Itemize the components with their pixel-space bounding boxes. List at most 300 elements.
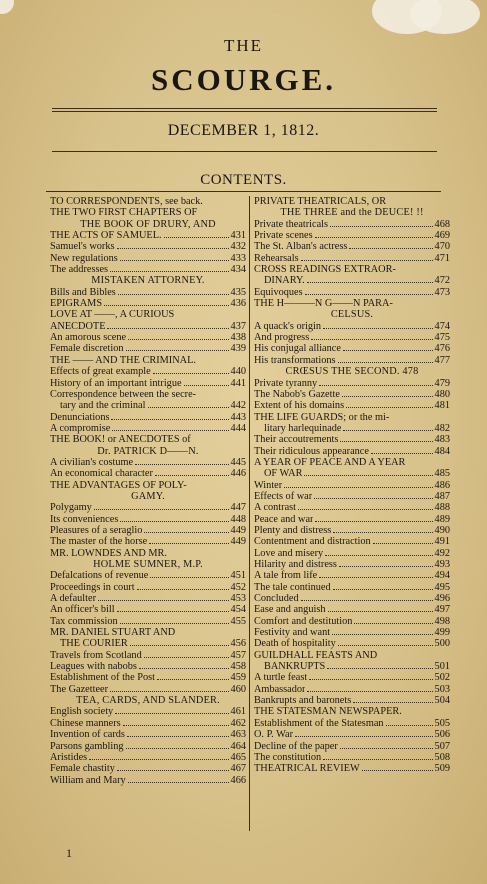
entry-title: Effects of great example (50, 366, 151, 378)
page-number: 439 (230, 343, 246, 355)
dot-leader (123, 725, 229, 726)
page-number: 507 (434, 740, 450, 752)
entry-title: Concluded (254, 593, 299, 605)
section-title-line: MR. LOWNDES AND MR. (50, 547, 167, 559)
section-title-line: A YEAR OF PEACE AND A YEAR (254, 456, 406, 468)
contents-entry (254, 729, 450, 740)
dot-leader (117, 248, 229, 249)
contents-entry (254, 616, 450, 627)
page-number: 500 (434, 638, 450, 650)
contents-entry (50, 230, 246, 241)
dot-leader (126, 350, 229, 351)
dot-leader (307, 691, 432, 692)
contents-entry (254, 241, 450, 252)
page-number: 487 (434, 490, 450, 502)
section-heading: CELSUS. (330, 309, 374, 321)
contents-entry (50, 525, 246, 536)
dot-leader (311, 339, 432, 340)
dot-leader (120, 260, 229, 261)
section-heading: HOLME SUMNER, M.P. (93, 559, 203, 570)
entry-title: litary harlequinade (264, 422, 342, 434)
entry-title: THE ACTS OF SAMUEL. (50, 230, 162, 242)
dot-leader (386, 725, 433, 726)
entry-title: ANECDOTE (50, 320, 106, 332)
contents-entry (254, 672, 450, 683)
dot-leader (338, 362, 433, 363)
dot-leader (353, 702, 432, 703)
page-number: 499 (434, 627, 450, 639)
contents-entry (254, 536, 450, 547)
contents-entry (254, 661, 450, 672)
entry-title: Ambassador (254, 683, 306, 695)
contents-entry (254, 321, 450, 332)
contents-entry (50, 321, 246, 332)
page-number: 456 (230, 638, 246, 650)
paper-stain (0, 0, 14, 14)
entry-title: Festivity and want (254, 627, 331, 639)
dot-leader (315, 237, 433, 238)
page-number: 495 (434, 581, 450, 593)
entry-title: OF WAR (264, 468, 303, 480)
page-number: 468 (434, 218, 450, 230)
dot-leader (164, 237, 229, 238)
entry-title: Bankrupts and baronets (254, 695, 352, 707)
dot-leader (98, 600, 229, 601)
entry-title: The St. Alban's actress (254, 241, 348, 253)
contents-entry (254, 480, 450, 491)
entry-title: His transformations (254, 354, 336, 366)
page-number: 506 (434, 729, 450, 741)
page-number: 465 (230, 751, 246, 763)
contents-entry (50, 343, 246, 354)
dot-leader (327, 668, 432, 669)
entry-title: Aristides (50, 751, 88, 763)
entry-title: English society (50, 706, 114, 718)
contents-entry (254, 332, 450, 343)
section-title-line: Correspondence between the secre- (50, 388, 197, 400)
entry-title: Effects of war (254, 490, 313, 502)
contents-entry (50, 775, 246, 786)
page-number: 504 (434, 695, 450, 707)
page-number: 432 (230, 241, 246, 253)
contents-entry (50, 423, 246, 434)
entry-title: THE COURIER (60, 638, 128, 650)
entry-title: Polygamy (50, 502, 92, 514)
entry-title: Hilarity and distress (254, 559, 337, 570)
contents-entry (50, 400, 246, 411)
dot-leader (349, 248, 432, 249)
page-number: 467 (230, 763, 246, 775)
contents-rule (46, 191, 441, 192)
entry-title: A defaulter (50, 593, 97, 605)
contents-entry (50, 650, 246, 661)
contents-entry (50, 741, 246, 752)
contents-entry (50, 366, 246, 377)
dot-leader (333, 532, 432, 533)
dot-leader (157, 679, 229, 680)
entry-title: A civilian's costume (50, 456, 134, 468)
contents-entry (254, 378, 450, 389)
entry-title: Private tyranny (254, 377, 318, 389)
page-number: 473 (434, 286, 450, 298)
page-number: 479 (434, 377, 450, 389)
contents-entry (50, 514, 246, 525)
page-number: 434 (230, 264, 246, 276)
contents-entry (254, 502, 450, 513)
contents-entry (254, 514, 450, 525)
entry-title: Proceedings in court (50, 581, 135, 593)
page-number: 440 (230, 366, 246, 378)
section-title-line: THE LIFE GUARDS; or the mi- (254, 411, 390, 423)
dot-leader (315, 521, 432, 522)
entry-title: Plenty and distress (254, 524, 332, 536)
section-heading: THE BOOK OF DRURY, AND (80, 218, 216, 230)
page-number: 477 (434, 354, 450, 366)
entry-title: History of an important intrigue (50, 377, 182, 389)
contents-entry (254, 548, 450, 559)
dot-leader (339, 566, 433, 567)
page-number: 470 (434, 241, 450, 253)
contents-entry (254, 604, 450, 615)
contents-entry (254, 763, 450, 774)
dot-leader (139, 668, 229, 669)
dot-leader (323, 759, 432, 760)
contents-entry (254, 752, 450, 763)
contents-entry (254, 718, 450, 729)
dot-leader (112, 430, 228, 431)
page-number: 481 (434, 400, 450, 412)
section-heading: TEA, CARDS, AND SLANDER. (76, 695, 220, 707)
dot-leader (130, 645, 229, 646)
dot-leader (144, 657, 229, 658)
page-number: 484 (434, 445, 450, 457)
entry-title: Chinese manners (50, 717, 121, 729)
section-heading: GAMY. (131, 490, 165, 502)
page-number: 480 (434, 388, 450, 400)
page-number: 447 (230, 502, 246, 514)
page-number: 437 (230, 320, 246, 332)
entry-title: William and Mary (50, 774, 126, 786)
page-number: 474 (434, 320, 450, 332)
entry-title: Leagues with nabobs (50, 661, 137, 673)
contents-entry (50, 468, 246, 479)
entry-title: Its conveniences (50, 513, 119, 525)
entry-title: Bills and Bibles (50, 286, 116, 298)
entry-title: Equivoques (254, 286, 303, 298)
contents-entry (254, 582, 450, 593)
page-number: 433 (230, 252, 246, 264)
entry-title: Denunciations (50, 411, 110, 423)
contents-entry (50, 718, 246, 729)
page-number: 460 (230, 683, 246, 695)
contents-entry (50, 570, 246, 581)
dot-leader (107, 328, 228, 329)
contents-entry (50, 241, 246, 252)
dot-leader (340, 748, 433, 749)
page-number: 444 (230, 422, 246, 434)
dot-leader (319, 577, 432, 578)
page-number: 452 (230, 581, 246, 593)
header-rule (52, 111, 437, 112)
dot-leader (184, 385, 229, 386)
dot-leader (120, 521, 228, 522)
issue-date: DECEMBER 1, 1812. (167, 122, 320, 139)
entry-title: DINARY. (264, 275, 305, 287)
contents-entry (254, 559, 450, 570)
section-title-line: GUILDHALL FEASTS AND (254, 649, 378, 661)
dot-leader (305, 294, 433, 295)
page-number: 496 (434, 593, 450, 605)
dot-leader (128, 782, 229, 783)
contents-entry (50, 264, 246, 275)
dot-leader (94, 509, 229, 510)
dot-leader (135, 464, 228, 465)
entry-title: And progress (254, 332, 310, 344)
contents-entry (254, 253, 450, 264)
dot-leader (120, 623, 229, 624)
masthead-title: SCOURGE. (150, 62, 337, 97)
contents-entry (50, 763, 246, 774)
dot-leader (354, 623, 432, 624)
page-number: 463 (230, 729, 246, 741)
page-number: 442 (230, 400, 246, 412)
page-number: 443 (230, 411, 246, 423)
dot-leader (284, 487, 432, 488)
contents-entry (254, 230, 450, 241)
dot-leader (110, 271, 229, 272)
dot-leader (332, 634, 432, 635)
contents-right-column (254, 196, 450, 775)
footer-mark: 1 (66, 846, 72, 860)
contents-entry (254, 684, 450, 695)
contents-entry (50, 582, 246, 593)
page-number: 494 (434, 570, 450, 582)
contents-entry (254, 446, 450, 457)
entry-title: Invention of cards (50, 729, 125, 741)
section-title-line: TO CORRESPONDENTS, see back. (50, 196, 203, 207)
entry-title: A compromise (50, 422, 111, 434)
entry-title: Parsons gambling (50, 740, 124, 752)
entry-title: An amorous scene (50, 332, 127, 344)
contents-entry (254, 219, 450, 230)
dot-leader (104, 305, 228, 306)
entry-title: New regulations (50, 252, 118, 264)
page-number: 488 (434, 502, 450, 514)
page-number: 455 (230, 615, 246, 627)
dot-leader (340, 441, 432, 442)
section-title-line: THE ADVANTAGES OF POLY- (50, 479, 187, 491)
dot-leader (128, 339, 228, 340)
contents-entry (50, 616, 246, 627)
dot-leader (148, 407, 229, 408)
dot-leader (295, 736, 433, 737)
dot-leader (338, 645, 433, 646)
contents-entry (50, 672, 246, 683)
entry-title: Their ridiculous appearance (254, 445, 369, 457)
page-number: 491 (434, 536, 450, 548)
contents-entry (50, 593, 246, 604)
page-number: 498 (434, 615, 450, 627)
contents-entry (254, 695, 450, 706)
contents-entry (254, 570, 450, 581)
dot-leader (89, 759, 228, 760)
page-number: 489 (434, 513, 450, 525)
contents-entry (50, 706, 246, 717)
page-number: 454 (230, 604, 246, 616)
contents-entry (50, 412, 246, 423)
dot-leader (111, 419, 228, 420)
entry-title: THEATRICAL REVIEW (254, 763, 360, 775)
contents-left-column (50, 196, 246, 786)
section-title-line: THE TWO FIRST CHAPTERS OF (50, 207, 198, 219)
header-rule (52, 108, 437, 109)
contents-entry (50, 502, 246, 513)
entry-title: Private scenes (254, 230, 313, 242)
page-number: 497 (434, 604, 450, 616)
header-rule (52, 151, 437, 152)
page-number: 509 (434, 763, 450, 775)
contents-entry (254, 287, 450, 298)
contents-entry (254, 468, 450, 479)
entry-title: A quack's origin (254, 320, 322, 332)
page-number: 453 (230, 593, 246, 605)
contents-entry (254, 434, 450, 445)
entry-title: Comfort and destitution (254, 615, 353, 627)
contents-entry (50, 536, 246, 547)
page-number: 505 (434, 717, 450, 729)
contents-entry (50, 378, 246, 389)
entry-title: Establishment of the Statesman (254, 717, 384, 729)
contents-entry (50, 661, 246, 672)
page-number: 448 (230, 513, 246, 525)
page-number: 436 (230, 298, 246, 310)
page-number: 492 (434, 547, 450, 559)
entry-title: Their accoutrements (254, 434, 339, 446)
entry-title: EPIGRAMS (50, 298, 103, 310)
entry-title: Rehearsals (254, 252, 299, 264)
entry-title: Contentment and distraction (254, 536, 371, 548)
contents-entry (50, 298, 246, 309)
section-title-line: PRIVATE THEATRICALS, OR (254, 196, 387, 207)
page-number: 483 (434, 434, 450, 446)
section-heading: THE THREE and the DEUCE! !! (280, 207, 424, 219)
dot-leader (309, 679, 432, 680)
contents-entry (254, 275, 450, 286)
entry-title: His conjugal alliance (254, 343, 341, 355)
dot-leader (371, 453, 433, 454)
entry-title: Pleasures of a seraglio (50, 524, 143, 536)
dot-leader (319, 385, 432, 386)
entry-title: Private theatricals (254, 218, 329, 230)
contents-entry (50, 253, 246, 264)
contents-entry (254, 400, 450, 411)
dot-leader (117, 770, 229, 771)
dot-leader (126, 748, 229, 749)
entry-title: Ease and anguish (254, 604, 326, 616)
entry-title: Decline of the paper (254, 740, 338, 752)
contents-entry (254, 741, 450, 752)
page-number: 446 (230, 468, 246, 480)
dot-leader (343, 350, 433, 351)
entry-title: The Gazetteer (50, 683, 109, 695)
page-number: 493 (434, 559, 450, 570)
dot-leader (325, 555, 432, 556)
page-number: 449 (230, 536, 246, 548)
page-number: 502 (434, 672, 450, 684)
entry-title: The addresses (50, 264, 109, 276)
dot-leader (298, 509, 433, 510)
dot-leader (110, 691, 229, 692)
page-number: 458 (230, 661, 246, 673)
page-number: 508 (434, 751, 450, 763)
page-number: 461 (230, 706, 246, 718)
dot-leader (328, 611, 433, 612)
column-divider (249, 196, 250, 831)
dot-leader (343, 430, 432, 431)
contents-entry (254, 491, 450, 502)
entry-title: Peace and war (254, 513, 314, 525)
entry-title: A contrast (254, 502, 297, 514)
section-title-line: MR. DANIEL STUART AND (50, 627, 176, 639)
entry-title: The master of the horse (50, 536, 148, 548)
contents-entry (254, 525, 450, 536)
dot-leader (362, 770, 433, 771)
page-number: 466 (230, 774, 246, 786)
page-number: 475 (434, 332, 450, 344)
contents-entry (254, 423, 450, 434)
page-number: 459 (230, 672, 246, 684)
entry-title: The constitution (254, 751, 322, 763)
section-heading: MISTAKEN ATTORNEY. (91, 275, 205, 287)
page-number: 472 (434, 275, 450, 287)
entry-title: Death of hospitality (254, 638, 336, 650)
entry-title: tary and the criminal (60, 400, 146, 412)
contents-heading: CONTENTS. (200, 172, 287, 188)
masthead-article: THE (223, 36, 264, 55)
dot-leader (127, 736, 229, 737)
dot-leader (346, 407, 432, 408)
dot-leader (144, 532, 228, 533)
entry-title: An economical character (50, 468, 153, 480)
entry-title: A turtle feast (254, 672, 308, 684)
page-number: 438 (230, 332, 246, 344)
entry-title: The Nabob's Gazette (254, 388, 340, 400)
entry-title: Tax commission (50, 615, 118, 627)
entry-title: Female chastity (50, 763, 115, 775)
entry-title: Establishment of the Post (50, 672, 155, 684)
page-number: 445 (230, 456, 246, 468)
contents-entry (50, 604, 246, 615)
page-number: 476 (434, 343, 450, 355)
page-number: 435 (230, 286, 246, 298)
section-heading: Dr. PATRICK D——N. (97, 445, 199, 457)
entry-title: Female discretion (50, 343, 124, 355)
page-number: 462 (230, 717, 246, 729)
dot-leader (373, 543, 433, 544)
dot-leader (333, 589, 433, 590)
dot-leader (117, 611, 229, 612)
entry-title: BANKRUPTS (264, 661, 326, 673)
entry-title: Defalcations of revenue (50, 570, 149, 582)
page-number: 431 (230, 230, 246, 242)
section-title-line: THE STATESMAN NEWSPAPER. (254, 706, 402, 718)
page-number: 469 (434, 230, 450, 242)
contents-entry (254, 627, 450, 638)
contents-entry (254, 638, 450, 649)
contents-entry (50, 287, 246, 298)
contents-entry (254, 593, 450, 604)
page-number: 485 (434, 468, 450, 480)
